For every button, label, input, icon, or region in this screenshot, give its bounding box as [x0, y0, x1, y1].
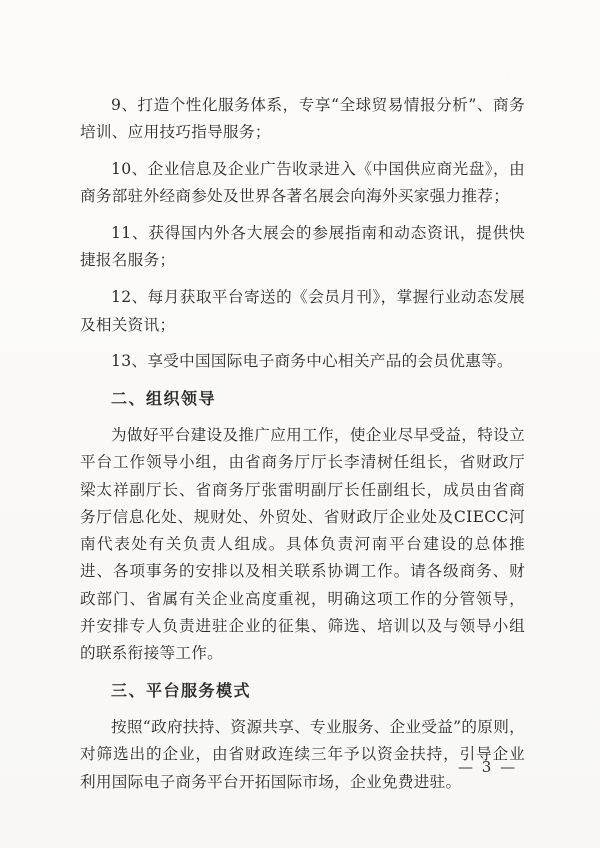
- list-item: 12、每月获取平台寄送的《会员月刊》，掌握行业动态发展及相关资讯；: [80, 288, 525, 334]
- section-heading: 二、组织领导: [111, 389, 217, 409]
- list-item: 11、获得国内外各大展会的参展指南和动态资讯，提供快捷报名服务；: [80, 224, 525, 270]
- list-item: 10、企业信息及企业广告收录进入《中国供应商光盘》，由商务部驻外经商参处及世界各著名展会向海外买家强力推荐；: [80, 160, 525, 206]
- page-number: — 3 —: [458, 758, 518, 776]
- page-content: [80, 92, 525, 796]
- section-body: 按照“政府扶持、资源共享、专业服务、企业受益”的原则，对筛选出的企业，由省财政连续三年予以资金扶持，引导企业利用国际电子商务平台开拓国际市场，企业免费进驻。: [80, 717, 525, 791]
- list-item: 13、享受中国国际电子商务中心相关产品的会员优惠等。: [111, 352, 513, 371]
- list-item: 9、打造个性化服务体系，专享“全球贸易情报分析”、商务培训、应用技巧指导服务；: [80, 96, 525, 142]
- section-heading: 三、平台服务模式: [111, 681, 252, 701]
- section-body: 为做好平台建设及推广应用工作，使企业尽早受益，特设立平台工作领导小组，由省商务厅厅长李清树任组长，省财政厅梁太祥副厅长、省商务厅张雷明副厅长任副组长，成员由省商务厅信息化处、规财处、外贸处、省财政厅企业处及CIECC河南代表处有关负责人组成。具体负责河南平台建设的总体推进、各项事务的安排以及相关联系协调工作。请各级商务、财政部门、省属有关企业高度重视，明确这项工作的分管领导，并安排专人负责进驻企业的征集、筛选、培训以及与领导小组的联系衔接等工作。: [80, 425, 525, 663]
